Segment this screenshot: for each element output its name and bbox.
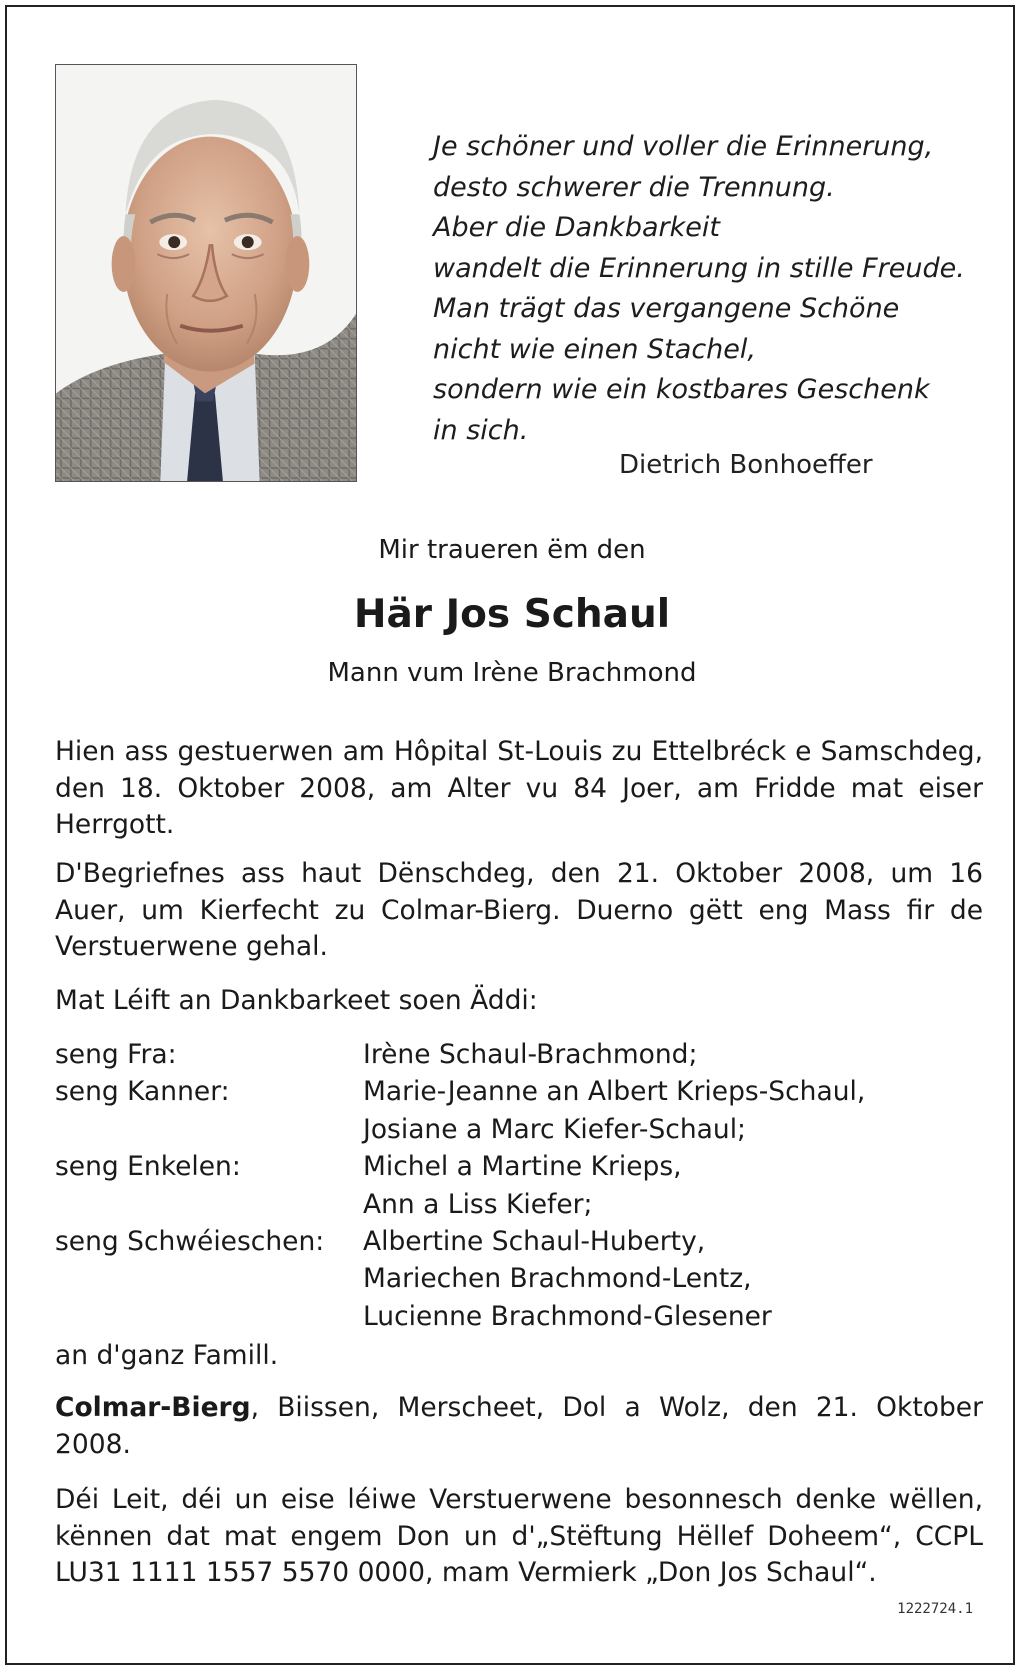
poem <box>433 127 993 451</box>
relation-label: seng Enkelen: <box>55 1151 241 1183</box>
poem-line: Man trägt das vergangene Schöne <box>433 293 900 324</box>
intro-line: Mir traueren ëm den <box>378 535 646 565</box>
spouse-line: Mann vum Irène Brachmond <box>327 658 697 688</box>
death-paragraph: Hien ass gestuerwen am Hôpital St-Louis zu Ettelbréck e Samschdeg, den 18. Oktober 2008, am Alter vu 84 Joer, am Fridde mat eiser Herrgott. <box>55 736 983 840</box>
survivor-name: Mariechen Brachmond-Lentz, <box>363 1263 752 1295</box>
poem-line: nicht wie einen Stachel, <box>433 333 756 365</box>
place-bold: Colmar-Bierg <box>55 1392 251 1423</box>
relation-label: seng Kanner: <box>55 1076 230 1108</box>
survivor-row <box>55 1148 865 1185</box>
relation-label: seng Fra: <box>55 1039 177 1070</box>
donation-paragraph: Déi Leit, déi un eise léiwe Verstuerwene besonnesch denke wëllen, kënnen dat mat engem Don un d'„Stëftung Hëllef Doheem“, CCPL LU31 1111 1557 5570 0000, mam Vermierk „Don Jos Schaul“. <box>55 1484 983 1588</box>
survivor-name: Marie-Jeanne an Albert Krieps-Schaul, <box>363 1076 866 1108</box>
portrait-icon <box>56 65 356 481</box>
place-date <box>55 1390 983 1463</box>
place-rest: , Biissen, Merscheet, Dol a Wolz, den 21. Oktober 2008. <box>55 1392 983 1460</box>
survivor-row <box>55 1186 865 1223</box>
poem-author: Dietrich Bonhoeffer <box>619 450 873 480</box>
poem-line: Je schöner und voller die Erinnerung, <box>433 131 934 162</box>
deceased-name: Här Jos Schaul <box>353 592 671 637</box>
poem-line: Aber die Dankbarkeit <box>433 212 720 243</box>
survivor-name: Irène Schaul-Brachmond; <box>363 1039 698 1070</box>
survivor-name: Ann a Liss Kiefer; <box>363 1188 593 1220</box>
poem-line: desto schwerer die Trennung. <box>433 171 835 203</box>
poem-line: in sich. <box>433 414 529 446</box>
relation-label: seng Schwéieschen: <box>55 1226 325 1258</box>
survivor-name: Josiane a Marc Kiefer-Schaul; <box>363 1113 746 1145</box>
closing-line: an d'ganz Famill. <box>55 1340 279 1371</box>
survivor-row <box>55 1260 865 1297</box>
poem-line: wandelt die Erinnerung in stille Freude. <box>433 252 965 284</box>
survivor-name: Lucienne Brachmond-Glesener <box>363 1300 772 1332</box>
survivor-row <box>55 1036 865 1073</box>
survivor-name: Michel a Martine Krieps, <box>363 1151 682 1183</box>
poem-line: sondern wie ein kostbares Geschenk <box>433 374 930 405</box>
survivor-row <box>55 1111 865 1148</box>
reference-number: 1222724.1 <box>897 1601 973 1617</box>
survivor-row <box>55 1073 865 1110</box>
survivor-row <box>55 1223 865 1260</box>
portrait-photo <box>55 64 357 482</box>
funeral-paragraph: D'Begriefnes ass haut Dënschdeg, den 21. Oktober 2008, um 16 Auer, um Kierfecht zu Colmar-Bierg. Duerno gëtt eng Mass fir de Verstuerwene gehal. <box>55 858 983 962</box>
survivors-list <box>55 1036 865 1335</box>
survivor-name: Albertine Schaul-Huberty, <box>363 1226 706 1258</box>
obituary-frame <box>5 5 1015 1665</box>
survivor-row <box>55 1298 865 1335</box>
gratitude-line: Mat Léift an Dankbarkeet soen Äddi: <box>55 985 538 1016</box>
